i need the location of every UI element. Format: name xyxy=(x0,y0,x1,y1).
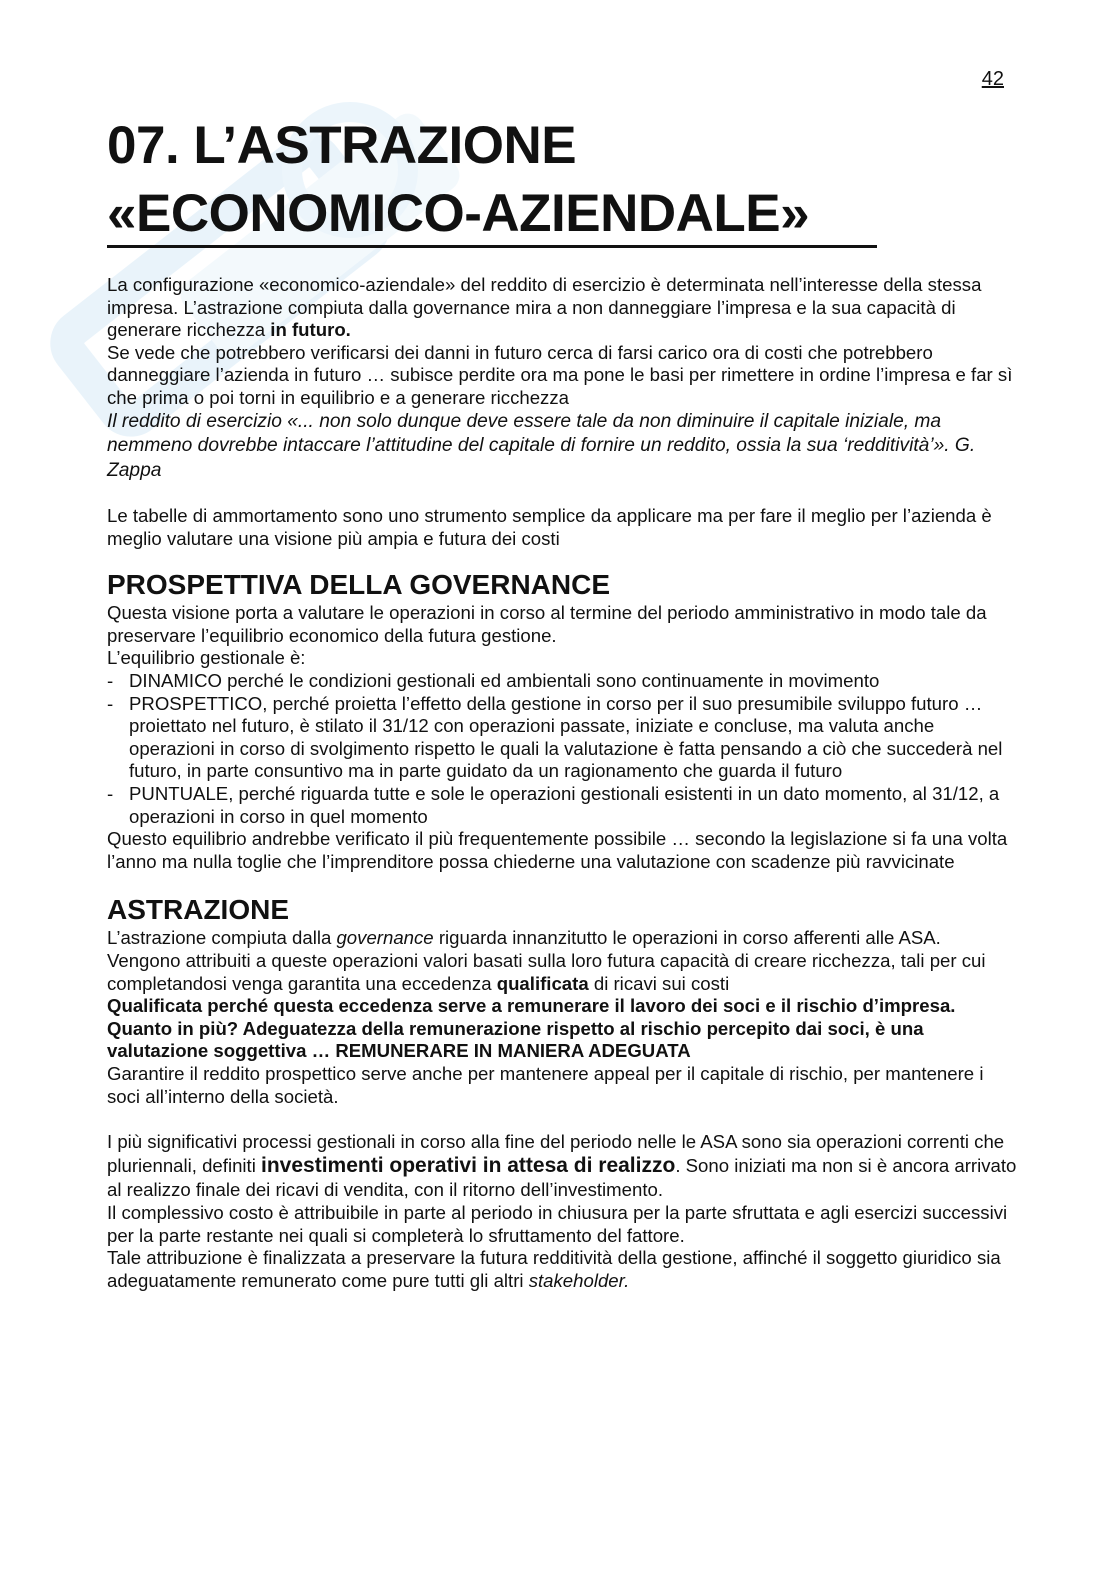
intro-paragraph-2: Se vede che potrebbero verificarsi dei danni in futuro cerca di farsi carico ora di costi che potrebbero danneggiare l’azienda in futuro … subisce perdite ora ma pone le basi per rimettere in ordine l’impresa e far sì che prima o poi torni in equilibrio e a generare ricchezza xyxy=(107,341,1013,408)
attribuzione-paragraph xyxy=(107,1247,1017,1292)
chapter-title-line1: 07. L’ASTRAZIONE xyxy=(107,116,577,175)
intro-paragraph xyxy=(107,274,1017,342)
page-content xyxy=(107,112,1017,1293)
spacer xyxy=(107,873,1017,893)
list-item-text: DINAMICO perché le condizioni gestionali ed ambientali sono continuamente in movimento xyxy=(129,670,880,692)
italic-run: governance xyxy=(336,927,434,949)
intro-paragraph-3: Le tabelle di ammortamento sono uno strumento semplice da applicare ma per fare il meglio per l’azienda è meglio valutare una visione più ampia e futura dei costi xyxy=(107,505,992,549)
qualificata-paragraph xyxy=(107,995,1017,1063)
text-run: L’astrazione compiuta dalla xyxy=(107,927,337,949)
chapter-title xyxy=(107,112,809,248)
list-item xyxy=(107,693,1017,783)
text-run: I più significativi processi gestionali in corso alla fine del periodo nelle le ASA sono sia operazioni correnti che pluriennali, definiti xyxy=(107,1131,1005,1177)
text-run: . Sono iniziati ma non si è ancora arrivato al realizzo finale dei ricavi di vendita, con il ritorno dell’investimento. xyxy=(107,1155,1017,1201)
italic-run: stakeholder. xyxy=(528,1269,630,1291)
zappa-quote xyxy=(107,410,1017,484)
quote-text: Il reddito di esercizio «... non solo dunque deve essere tale da non diminuire il capitale iniziale, ma nemmeno dovrebbe intaccare l’attitudine del capitale di fornire un reddito, ossia la sua ‘redditività’». G. Zappa xyxy=(107,410,976,481)
section-heading-astrazione: ASTRAZIONE xyxy=(107,894,289,926)
list-item-text: PUNTUALE, perché riguarda tutte e sole le operazioni gestionali esistenti in un dato momento, al 31/12, a operazioni in corso in quel momento xyxy=(129,783,1000,827)
dash-bullet: - xyxy=(107,670,114,692)
bold-run: Qualificata perché questa eccedenza serve a remunerare il lavoro dei soci e il rischio d’impresa. Quanto in più? Adeguatezza della remunerazione rispetto al rischio percepito dai soci, è una valutazione soggettiva … REMUNERARE IN MANIERA ADEGUATA xyxy=(107,995,956,1062)
intro-text: La configurazione «economico-aziendale» del reddito di esercizio è determinata nell’interesse della stessa impresa. L’astrazione compiuta dalla governance mira a non danneggiare l’impresa e la sua capacità di generare ricchezza xyxy=(107,274,982,341)
chapter-title-line2: «ECONOMICO-AZIENDALE» xyxy=(107,184,810,243)
spacer xyxy=(107,550,1017,568)
bold-run: investimenti operativi in attesa di realizzo xyxy=(261,1154,676,1178)
page-number: 42 xyxy=(981,68,1004,90)
astrazione-paragraph xyxy=(107,927,1017,995)
list-item-text: PROSPETTICO, perché proietta l’effetto della gestione in corso per il suo presumibile sviluppo futuro … proiettato nel futuro, è stilato il 31/12 con operazioni passate, iniziate e concluse, ma valuta anche operazioni in corso di svolgimento rispetto le quali la valutazione è fatta pensando a ciò che succederà nel futuro, in parte consuntivo ma in parte guidato da un ragionamento che guarda il futuro xyxy=(129,692,1003,782)
chapter-title-block xyxy=(107,112,1017,248)
list-item xyxy=(107,783,1017,828)
section-heading-governance: PROSPETTIVA DELLA GOVERNANCE xyxy=(107,569,611,601)
intro-bold: in futuro. xyxy=(270,319,351,341)
spacer xyxy=(107,483,1017,505)
processi-paragraph xyxy=(107,1130,1017,1202)
appeal-paragraph: Garantire il reddito prospettico serve anche per mantenere appeal per il capitale di rischio, per mantenere i soci all’interno della società. xyxy=(107,1062,984,1107)
text-run: di ricavi sui costi xyxy=(588,972,730,994)
text-run: riguarda innanzitutto le operazioni in corso afferenti alle ASA. Vengono attribuiti a queste operazioni valori basati sulla loro futura capacità di creare ricchezza, tali per cui completandosi venga garantita una eccedenza xyxy=(107,927,986,994)
spacer xyxy=(107,1108,1017,1130)
text-run: Tale attribuzione è finalizzata a preservare la futura redditività della gestione, affinché il soggetto giuridico sia adeguatamente remunerato come pure tutti gli altri xyxy=(107,1247,1001,1291)
governance-paragraph-3: Questo equilibrio andrebbe verificato il più frequentemente possibile … secondo la legislazione si fa una volta l’anno ma nulla toglie che l’imprenditore possa chiederne una valutazione con scadenze più ravvicinate xyxy=(107,828,1008,872)
governance-paragraph-2: L’equilibrio gestionale è: xyxy=(107,647,306,669)
equilibrium-list xyxy=(107,670,1017,828)
bold-run: qualificata xyxy=(496,972,589,994)
dash-bullet: - xyxy=(107,692,114,714)
costo-paragraph: Il complessivo costo è attribuibile in parte al periodo in chiusura per la parte sfruttata e agli esercizi successivi per la parte restante nei quali si completerà lo sfruttamento del fattore. xyxy=(107,1202,1008,1246)
governance-paragraph: Questa visione porta a valutare le operazioni in corso al termine del periodo amministrativo in modo tale da preservare l’equilibrio economico della futura gestione. xyxy=(107,602,987,646)
list-item xyxy=(107,670,1017,693)
dash-bullet: - xyxy=(107,783,114,804)
